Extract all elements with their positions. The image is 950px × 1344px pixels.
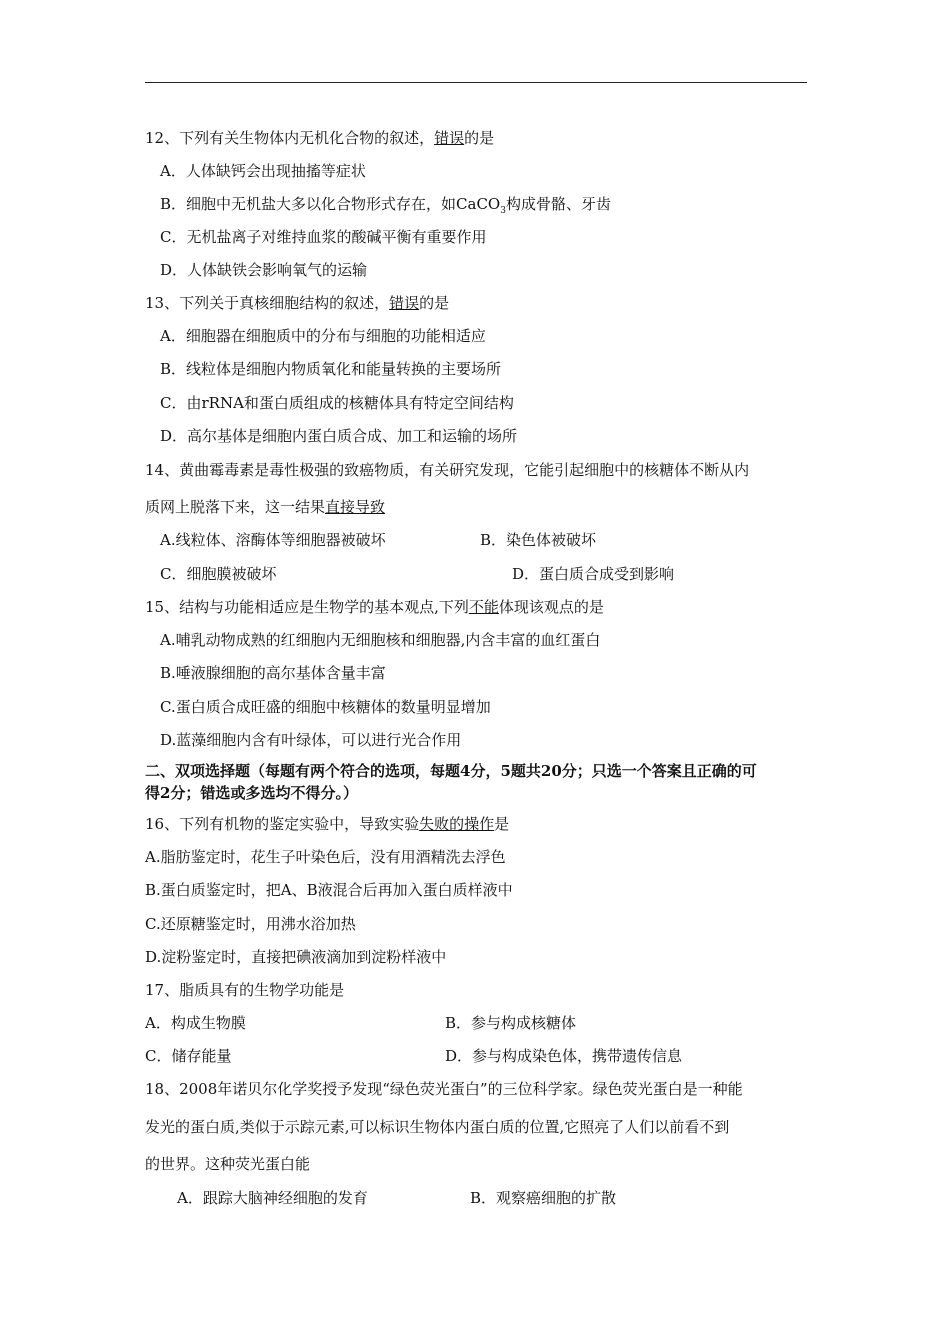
q17-option-d: D．参与构成染色体，携带遗传信息 [445, 1047, 683, 1065]
q12-option-b: B．细胞中无机盐大多以化合物形式存在，如CaCO$_3$构成骨骼、牙齿 [160, 195, 611, 216]
q14-option-a: A.线粒体、溶酶体等细胞器被破坏 [160, 531, 386, 549]
q14-emphasis: 直接导致 [325, 498, 386, 516]
q13-stem: 13、下列关于真核细胞结构的叙述，错误的是 [145, 294, 450, 312]
header-rule [145, 82, 807, 83]
q17-stem: 17、脂质具有的生物学功能是 [145, 981, 345, 999]
section2-heading-line2: 得2分；错选或多选均不得分。） [145, 784, 358, 802]
q16-option-d: D.淀粉鉴定时，直接把碘液滴加到淀粉样液中 [145, 948, 447, 966]
q16-option-c: C.还原糖鉴定时，用沸水浴加热 [145, 915, 356, 933]
q17-option-b: B．参与构成核糖体 [445, 1014, 577, 1032]
q17-option-a: A．构成生物膜 [145, 1014, 246, 1032]
q15-emphasis: 不能 [468, 598, 499, 616]
q18-stem-line2: 发光的蛋白质,类似于示踪元素,可以标识生物体内蛋白质的位置,它照亮了人们以前看不到 [145, 1118, 730, 1136]
q13-option-b: B．线粒体是细胞内物质氧化和能量转换的主要场所 [160, 360, 502, 378]
q15-option-a: A.哺乳动物成熟的红细胞内无细胞核和细胞器,内含丰富的血红蛋白 [160, 631, 601, 649]
q13-emphasis: 错误 [389, 294, 420, 312]
q17-option-c: C．储存能量 [145, 1047, 232, 1065]
q15-stem: 15、结构与功能相适应是生物学的基本观点,下列不能体现该观点的是 [145, 598, 604, 616]
q12-emphasis: 错误 [434, 129, 465, 147]
q15-option-d: D.蓝藻细胞内含有叶绿体，可以进行光合作用 [160, 731, 462, 749]
q18-option-b: B．观察癌细胞的扩散 [470, 1189, 617, 1207]
q13-option-d: D．高尔基体是细胞内蛋白质合成、加工和运输的场所 [160, 427, 518, 445]
q12-option-a: A．人体缺钙会出现抽搐等症状 [160, 162, 366, 180]
q15-option-c: C.蛋白质合成旺盛的细胞中核糖体的数量明显增加 [160, 698, 491, 716]
q14-option-d: D．蛋白质合成受到影响 [512, 565, 675, 583]
q12-option-d: D．人体缺铁会影响氧气的运输 [160, 261, 368, 279]
section2-heading-line1: 二、双项选择题（每题有两个符合的选项，每题4分，5题共20分；只选一个答案且正确的可 [145, 762, 757, 780]
q16-emphasis: 失败的操作 [419, 815, 495, 833]
q12-option-c: C．无机盐离子对维持血浆的酸碱平衡有重要作用 [160, 228, 487, 246]
q18-stem-line3: 的世界。这种荧光蛋白能 [145, 1155, 311, 1173]
q13-option-c: C．由rRNA和蛋白质组成的核糖体具有特定空间结构 [160, 394, 514, 412]
q13-option-a: A．细胞器在细胞质中的分布与细胞的功能相适应 [160, 327, 486, 345]
q16-stem: 16、下列有机物的鉴定实验中，导致实验失败的操作是 [145, 815, 510, 833]
q12-stem: 12、下列有关生物体内无机化合物的叙述，错误的是 [145, 129, 495, 147]
q16-option-b: B.蛋白质鉴定时，把A、B液混合后再加入蛋白质样液中 [145, 881, 513, 899]
q18-option-a: A．跟踪大脑神经细胞的发育 [177, 1189, 368, 1207]
q14-option-c: C．细胞膜被破坏 [160, 565, 277, 583]
q14-option-b: B．染色体被破坏 [480, 531, 597, 549]
q18-stem-line1: 18、2008年诺贝尔化学奖授予发现“绿色荧光蛋白”的三位科学家。绿色荧光蛋白是一种能 [145, 1080, 743, 1098]
q14-stem-line1: 14、黄曲霉毒素是毒性极强的致癌物质，有关研究发现，它能引起细胞中的核糖体不断从内 [145, 461, 750, 479]
q16-option-a: A.脂肪鉴定时，花生子叶染色后，没有用酒精洗去浮色 [145, 848, 506, 866]
q15-option-b: B.唾液腺细胞的高尔基体含量丰富 [160, 664, 386, 682]
q14-stem-line2: 质网上脱落下来，这一结果直接导致 [145, 498, 386, 516]
